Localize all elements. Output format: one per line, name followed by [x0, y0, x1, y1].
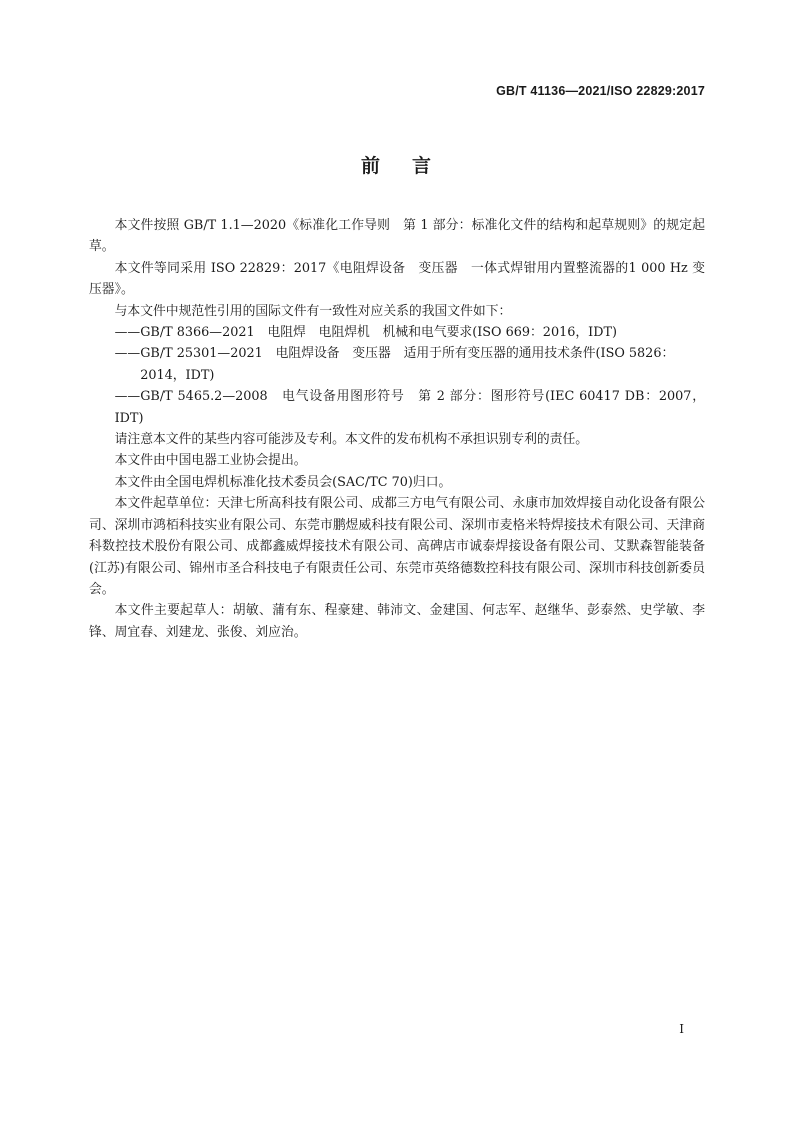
paragraph-drafting-rules: 本文件按照 GB/T 1.1—2020《标准化工作导则 第 1 部分：标准化文件的结构和起草规则》的规定起草。 — [89, 218, 705, 255]
title-char-1: 前 — [360, 155, 382, 177]
paragraph-proposer: 本文件由中国电器工业协会提出。 — [114, 453, 307, 469]
paragraph-patent-notice: 请注意本文件的某些内容可能涉及专利。本文件的发布机构不承担识别专利的责任。 — [114, 432, 589, 448]
paragraph-drafters: 本文件主要起草人：胡敏、蒲有东、程豪建、韩沛文、金建国、何志军、赵继华、彭泰然、史学敏、李锋、周宜春、刘建龙、张俊、刘应治。 — [89, 603, 705, 640]
dash-item-text: ——GB/T 8366—2021 电阻焊 电阻焊机 机械和电气要求(ISO 669：2016，IDT) — [114, 325, 618, 341]
title-char-2: 言 — [412, 155, 434, 177]
page-title — [0, 151, 794, 178]
dash-item — [89, 386, 705, 429]
paragraph-drafting-units: 本文件起草单位：天津七所高科技有限公司、成都三方电气有限公司、永康市加效焊接自动化设备有限公司、深圳市鸿栢科技实业有限公司、东莞市鹏煜威科技有限公司、深圳市麦格米特焊接技术有限公司、天津商科数控技术股份有限公司、成都鑫威焊接技术有限公司、高碑店市诚泰焊接设备有限公司、艾默森智能装备(江苏)有限公司、锦州市圣合科技电子有限责任公司、东莞市英络德数控科技有限公司、深圳市科技创新委员会。 — [89, 496, 705, 597]
paragraph-committee: 本文件由全国电焊机标准化技术委员会(SAC/TC 70)归口。 — [114, 474, 452, 490]
paragraph-adoption: 本文件等同采用 ISO 22829：2017《电阻焊设备 变压器 一体式焊钳用内置整流器的1 000 Hz 变压器》。 — [89, 260, 705, 298]
body-text — [89, 215, 705, 643]
standard-number: GB/T 41136—2021/ISO 22829:2017 — [496, 84, 705, 98]
page-number: I — [679, 1022, 684, 1036]
dash-item-continuation: 2014，IDT) — [140, 367, 215, 383]
dash-item-text: ——GB/T 5465.2—2008 电气设备用图形符号 第 2 部分：图形符号(IEC 60417 DB：2007，IDT) — [114, 389, 705, 426]
dash-item-text: ——GB/T 25301—2021 电阻焊设备 变压器 适用于所有变压器的通用技术条件(ISO 5826： — [114, 346, 675, 362]
dash-item — [89, 343, 705, 386]
paragraph-references-intro: 与本文件中规范性引用的国际文件有一致性对应关系的我国文件如下： — [114, 303, 512, 319]
dash-item — [89, 322, 705, 343]
